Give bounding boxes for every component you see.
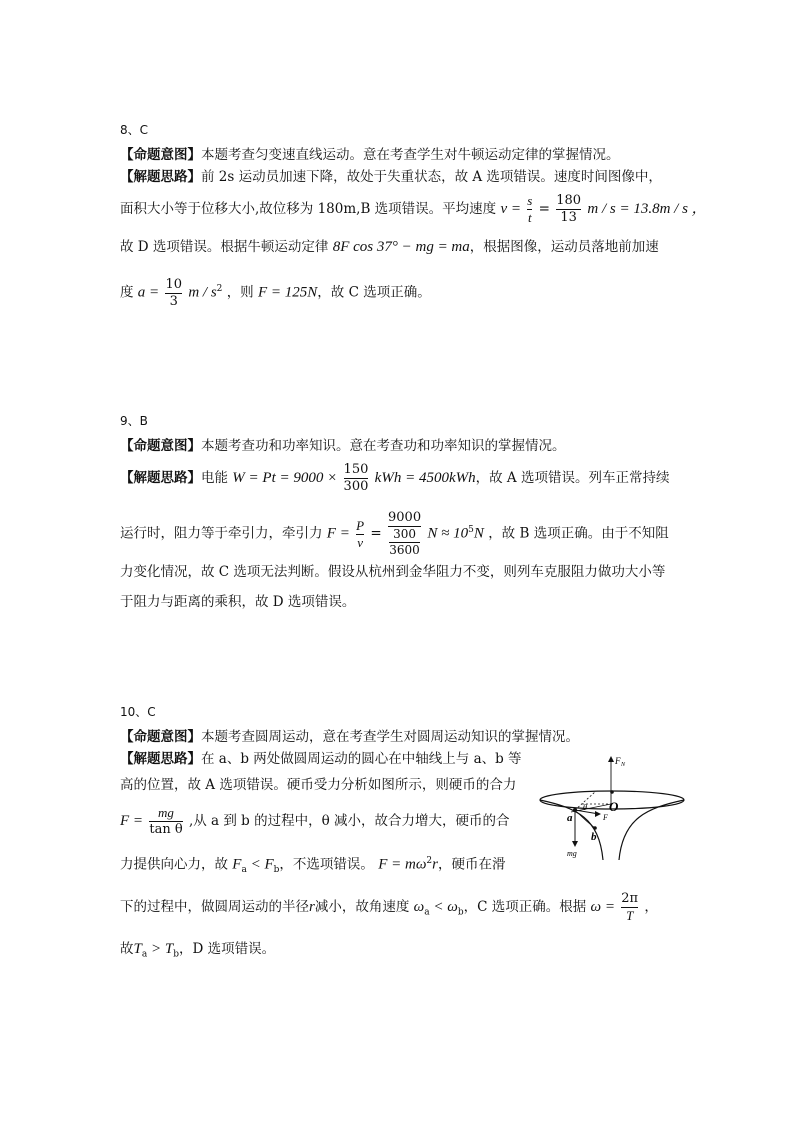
math-approx: N ≈ 10 xyxy=(427,525,469,542)
numerator: s xyxy=(527,193,533,208)
denominator: v xyxy=(357,534,363,550)
path-a-to-b xyxy=(577,812,595,828)
denominator: 300 xyxy=(343,479,369,494)
intent-text: 本题考查圆周运动，意在考查学生对圆周运动知识的掌握情况。 xyxy=(201,729,579,745)
math-speed: m / s = 13.8m / s ， xyxy=(587,201,707,217)
math-ta: T xyxy=(133,941,142,957)
numerator: 9000 xyxy=(388,510,422,525)
fraction-p-v xyxy=(356,518,364,551)
solution-text: 故 D 选项错误。根据牛顿运动定律 xyxy=(120,239,329,255)
question-9 xyxy=(120,412,690,613)
math-r: r xyxy=(432,856,438,873)
solution-text: 于阻力与距离的乘积，故 D 选项错误。 xyxy=(120,594,356,610)
subscript-a: a xyxy=(424,907,430,918)
math-r: r xyxy=(309,899,315,915)
funnel-force-diagram xyxy=(537,748,687,863)
net-force-arrowhead xyxy=(595,811,601,817)
superscript: 2 xyxy=(216,284,223,294)
subscript-b: b xyxy=(457,907,464,918)
math-omega: ω = xyxy=(590,899,615,915)
gravity-arrowhead xyxy=(572,841,578,847)
solution-text: ， xyxy=(644,899,658,915)
question-number: 9、B xyxy=(120,414,148,428)
label-theta: θ xyxy=(583,803,587,812)
label-b: b xyxy=(591,831,597,843)
math-wb: < ω xyxy=(429,899,458,915)
numerator: 150 xyxy=(343,462,369,477)
label-a: a xyxy=(567,812,573,824)
solution-line-3 xyxy=(120,561,690,583)
question-number: 10、C xyxy=(120,705,156,719)
intent-line xyxy=(120,144,690,166)
math-w: W = Pt = 9000 × xyxy=(232,470,338,486)
inner-fraction xyxy=(389,527,420,558)
question-number: 8、C xyxy=(120,123,149,137)
solution-line-3 xyxy=(120,236,690,258)
intent-text: 本题考查匀变速直线运动。意在考查学生对牛顿运动定律的掌握情况。 xyxy=(201,147,620,163)
solution-text: 减小，故角速度 xyxy=(314,899,410,915)
solution-text: 力提供向心力，故 xyxy=(120,856,228,873)
solution-text: ，则 xyxy=(226,284,254,301)
fraction-9000-compound xyxy=(388,510,421,558)
subscript-b: b xyxy=(173,949,179,960)
solution-line-5 xyxy=(120,886,690,928)
solution-tag: 【解题思路】 xyxy=(120,470,201,486)
solution-text: ，故 B 选项正确。由于不知阻 xyxy=(488,525,669,542)
solution-text: 度 xyxy=(120,284,134,301)
fraction-s-t xyxy=(527,193,532,226)
label-mg: mg xyxy=(567,849,577,858)
solution-text: ，故 A 选项错误。列车正常持续 xyxy=(475,470,670,486)
label-f: F xyxy=(603,813,608,822)
denominator: tan θ xyxy=(149,822,183,837)
denominator: t xyxy=(528,210,532,225)
solution-text: ，不选项错误。 xyxy=(279,856,374,873)
solution-line-4 xyxy=(120,591,690,613)
solution-text: ，故 C 选项正确。 xyxy=(317,284,431,301)
solution-text: 下的过程中，做圆周运动的半径 xyxy=(120,899,309,915)
denominator: 3 xyxy=(165,293,182,310)
fraction-mg-tan xyxy=(149,805,182,838)
intent-tag: 【命题意图】 xyxy=(120,147,201,163)
denominator: 13 xyxy=(556,209,581,226)
solution-text: ,从 a 到 b 的过程中，θ 减小，故合力增大，硬币的合 xyxy=(188,813,510,829)
math-newton: 8F cos 37° − mg = ma xyxy=(332,239,470,255)
solution-line-1 xyxy=(120,166,690,188)
subscript-a: a xyxy=(141,949,148,960)
math-a: a = xyxy=(137,284,160,301)
solution-text: 故 xyxy=(120,941,134,957)
math-fa: F xyxy=(232,856,242,873)
numerator: P xyxy=(356,517,365,533)
subscript-b: b xyxy=(273,865,280,876)
solution-text: 力变化情况，故 C 选项无法判断。假设从杭州到金华阻力不变，则列车克服阻力做功大小等 xyxy=(120,564,666,580)
solution-text: ，D 选项错误。 xyxy=(178,941,276,957)
label-fn-sub: N xyxy=(621,762,626,768)
solution-text: ，硬币在滑 xyxy=(438,856,506,873)
fraction-2pi-t xyxy=(621,891,638,924)
intent-tag: 【命题意图】 xyxy=(120,438,201,454)
math-fb: < F xyxy=(246,856,274,873)
intent-tag: 【命题意图】 xyxy=(120,729,201,745)
numerator: 10 xyxy=(165,276,183,292)
solution-text: 高的位置，故 A 选项错误。硬币受力分析如图所示，则硬币的合力 xyxy=(120,777,517,793)
intent-line xyxy=(120,726,690,748)
solution-text: ，根据图像，运动员落地前加速 xyxy=(469,239,659,255)
center-point xyxy=(610,790,614,794)
fraction-180-13 xyxy=(556,193,581,226)
normal-force-arrowhead xyxy=(608,756,614,762)
solution-text: 前 2s 运动员加速下降，故处于失重状态，故 A 选项错误。速度时间图像中， xyxy=(201,169,662,185)
label-o: O xyxy=(609,799,619,814)
math-f: F = xyxy=(326,525,350,542)
numerator: 2π xyxy=(621,891,639,906)
math-f: F = xyxy=(120,813,144,829)
math-unit: m / s xyxy=(188,284,217,301)
math-tb: > T xyxy=(147,941,174,957)
solution-line-6 xyxy=(120,938,690,960)
question-8 xyxy=(120,121,707,310)
solution-line-1 xyxy=(120,457,690,499)
solution-line-2 xyxy=(120,188,707,230)
label-fn: F xyxy=(615,756,621,766)
numerator: 180 xyxy=(556,193,582,208)
numerator: mg xyxy=(158,805,174,820)
inner-denominator: 3600 xyxy=(389,543,420,557)
solution-text: 面积大小等于位移大小,故位移为 180m,B 选项错误。平均速度 xyxy=(120,201,497,217)
equals: = xyxy=(538,201,550,217)
solution-tag: 【解题思路】 xyxy=(120,751,201,767)
denominator xyxy=(388,526,421,558)
fraction-150-300 xyxy=(344,462,369,495)
solution-text: 运行时，阻力等于牵引力，牵引力 xyxy=(120,525,323,542)
inner-numerator: 300 xyxy=(393,527,416,541)
superscript: 2 xyxy=(426,856,433,866)
intent-line xyxy=(120,435,690,457)
solution-text: 在 a、b 两处做圆周运动的圆心在中轴线上与 a、b 等 xyxy=(201,751,522,767)
math-f: F = 125N xyxy=(257,284,318,301)
solution-text: 电能 xyxy=(201,470,228,486)
solution-text: ，C 选项正确。根据 xyxy=(463,899,587,915)
math-wa: ω xyxy=(413,899,425,915)
solution-tag: 【解题思路】 xyxy=(120,169,201,185)
equals: = xyxy=(370,525,382,542)
unit-n: N xyxy=(473,525,484,542)
math-v: v = xyxy=(500,201,521,217)
math-energy: kWh = 4500kWh xyxy=(374,470,476,486)
solution-line-4 xyxy=(120,268,690,310)
intent-text: 本题考查功和功率知识。意在考查功和功率知识的掌握情况。 xyxy=(201,438,566,454)
denominator: T xyxy=(621,907,638,924)
solution-line-2 xyxy=(120,503,690,557)
math-centripetal: F = mω xyxy=(378,856,427,873)
subscript-a: a xyxy=(241,865,247,876)
exponent: 5 xyxy=(468,525,474,535)
fraction-10-3 xyxy=(165,277,182,310)
